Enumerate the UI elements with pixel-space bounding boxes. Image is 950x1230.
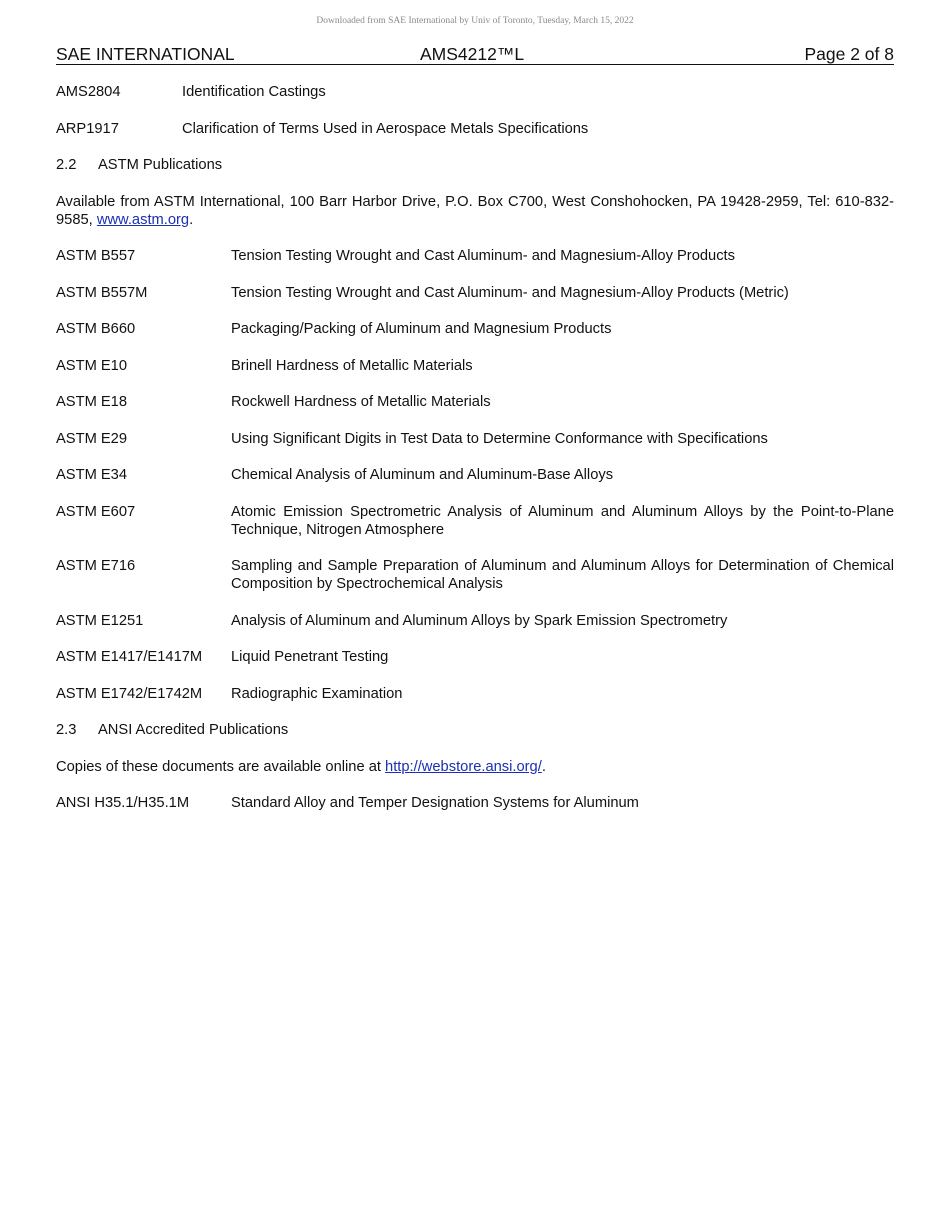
- reference-title: Clarification of Terms Used in Aerospace Metals Specifications: [182, 120, 589, 137]
- reference-title: Brinell Hardness of Metallic Materials: [231, 357, 473, 374]
- reference-title: Identification Castings: [182, 84, 326, 100]
- reference-code: ASTM E716: [56, 558, 136, 574]
- reference-row: [56, 120, 894, 138]
- reference-row: [56, 794, 894, 812]
- page-header: [56, 45, 894, 65]
- reference-title: Using Significant Digits in Test Data to Determine Conformance with Specifications: [231, 430, 768, 447]
- astm-website-link[interactable]: www.astm.org: [96, 211, 190, 228]
- header-publisher: SAE INTERNATIONAL: [56, 44, 235, 64]
- reference-title: Liquid Penetrant Testing: [231, 649, 389, 665]
- reference-title: Tension Testing Wrought and Cast Aluminum- and Magnesium-Alloy Products (Metric): [231, 284, 789, 301]
- download-watermark: Downloaded from SAE International by Univ of Toronto, Tuesday, March 15, 2022: [316, 16, 634, 26]
- reference-code: ASTM E34: [56, 467, 128, 483]
- ansi-availability-paragraph: [56, 758, 894, 776]
- reference-row: [56, 357, 894, 375]
- reference-title: Standard Alloy and Temper Designation Systems for Aluminum: [231, 795, 639, 811]
- availability-text: Available from ASTM International, 100 Barr Harbor Drive, P.O. Box C700, West Conshohocken, PA 19428-2959, Tel: 610-832-9585,: [56, 193, 894, 228]
- reference-code: ASTM E1417/E1417M: [56, 649, 203, 665]
- header-document-number: AMS4212™L: [420, 44, 525, 64]
- reference-row: [56, 430, 894, 448]
- reference-code: ANSI H35.1/H35.1M: [56, 795, 190, 811]
- reference-row: [56, 83, 894, 101]
- section-heading-astm: [56, 156, 894, 174]
- reference-title: Analysis of Aluminum and Aluminum Alloys by Spark Emission Spectrometry: [231, 612, 728, 629]
- reference-title: Chemical Analysis of Aluminum and Aluminum-Base Alloys: [231, 467, 614, 483]
- reference-row: [56, 503, 894, 539]
- reference-code: ASTM E10: [56, 357, 128, 374]
- header-page-number: Page 2 of 8: [804, 44, 894, 64]
- reference-code: ASTM B557M: [56, 284, 148, 301]
- reference-title: Packaging/Packing of Aluminum and Magnesium Products: [231, 321, 612, 337]
- reference-code: ASTM B660: [56, 321, 136, 337]
- reference-code: ASTM B557: [56, 248, 136, 264]
- section-title: ASTM Publications: [98, 157, 223, 173]
- availability-suffix: .: [189, 211, 194, 228]
- availability-text: Copies of these documents are available online at: [56, 758, 386, 775]
- reference-title: Radiographic Examination: [231, 685, 403, 702]
- reference-code: ASTM E1742/E1742M: [56, 685, 203, 702]
- reference-row: [56, 320, 894, 338]
- reference-title: Tension Testing Wrought and Cast Aluminum- and Magnesium-Alloy Products: [231, 248, 735, 264]
- section-heading-ansi: [56, 721, 894, 739]
- reference-code: ASTM E607: [56, 503, 136, 520]
- section-title: ANSI Accredited Publications: [98, 722, 289, 738]
- reference-row: [56, 284, 894, 302]
- ansi-webstore-link[interactable]: http://webstore.ansi.org/: [385, 758, 542, 775]
- astm-availability-paragraph: [56, 193, 894, 229]
- reference-row: [56, 247, 894, 265]
- reference-row: [56, 685, 894, 703]
- reference-title: Atomic Emission Spectrometric Analysis of Aluminum and Aluminum Alloys by the Point-to-Plane Technique, Nitrogen Atmosphere: [231, 503, 894, 538]
- reference-row: [56, 393, 894, 411]
- reference-title: Sampling and Sample Preparation of Aluminum and Aluminum Alloys for Determination of Chemical Composition by Spectrochemical Analysis: [231, 558, 894, 592]
- reference-code: ASTM E1251: [56, 612, 144, 629]
- reference-row: [56, 466, 894, 484]
- document-body: [56, 83, 894, 812]
- section-number: 2.3: [56, 722, 77, 738]
- reference-code: ARP1917: [56, 120, 119, 137]
- reference-title: Rockwell Hardness of Metallic Materials: [231, 394, 491, 410]
- reference-row: [56, 557, 894, 593]
- reference-row: [56, 612, 894, 630]
- reference-code: ASTM E18: [56, 394, 128, 410]
- reference-row: [56, 648, 894, 666]
- section-number: 2.2: [56, 157, 77, 173]
- reference-code: ASTM E29: [56, 430, 128, 447]
- reference-code: AMS2804: [56, 84, 121, 100]
- availability-suffix: .: [541, 758, 546, 775]
